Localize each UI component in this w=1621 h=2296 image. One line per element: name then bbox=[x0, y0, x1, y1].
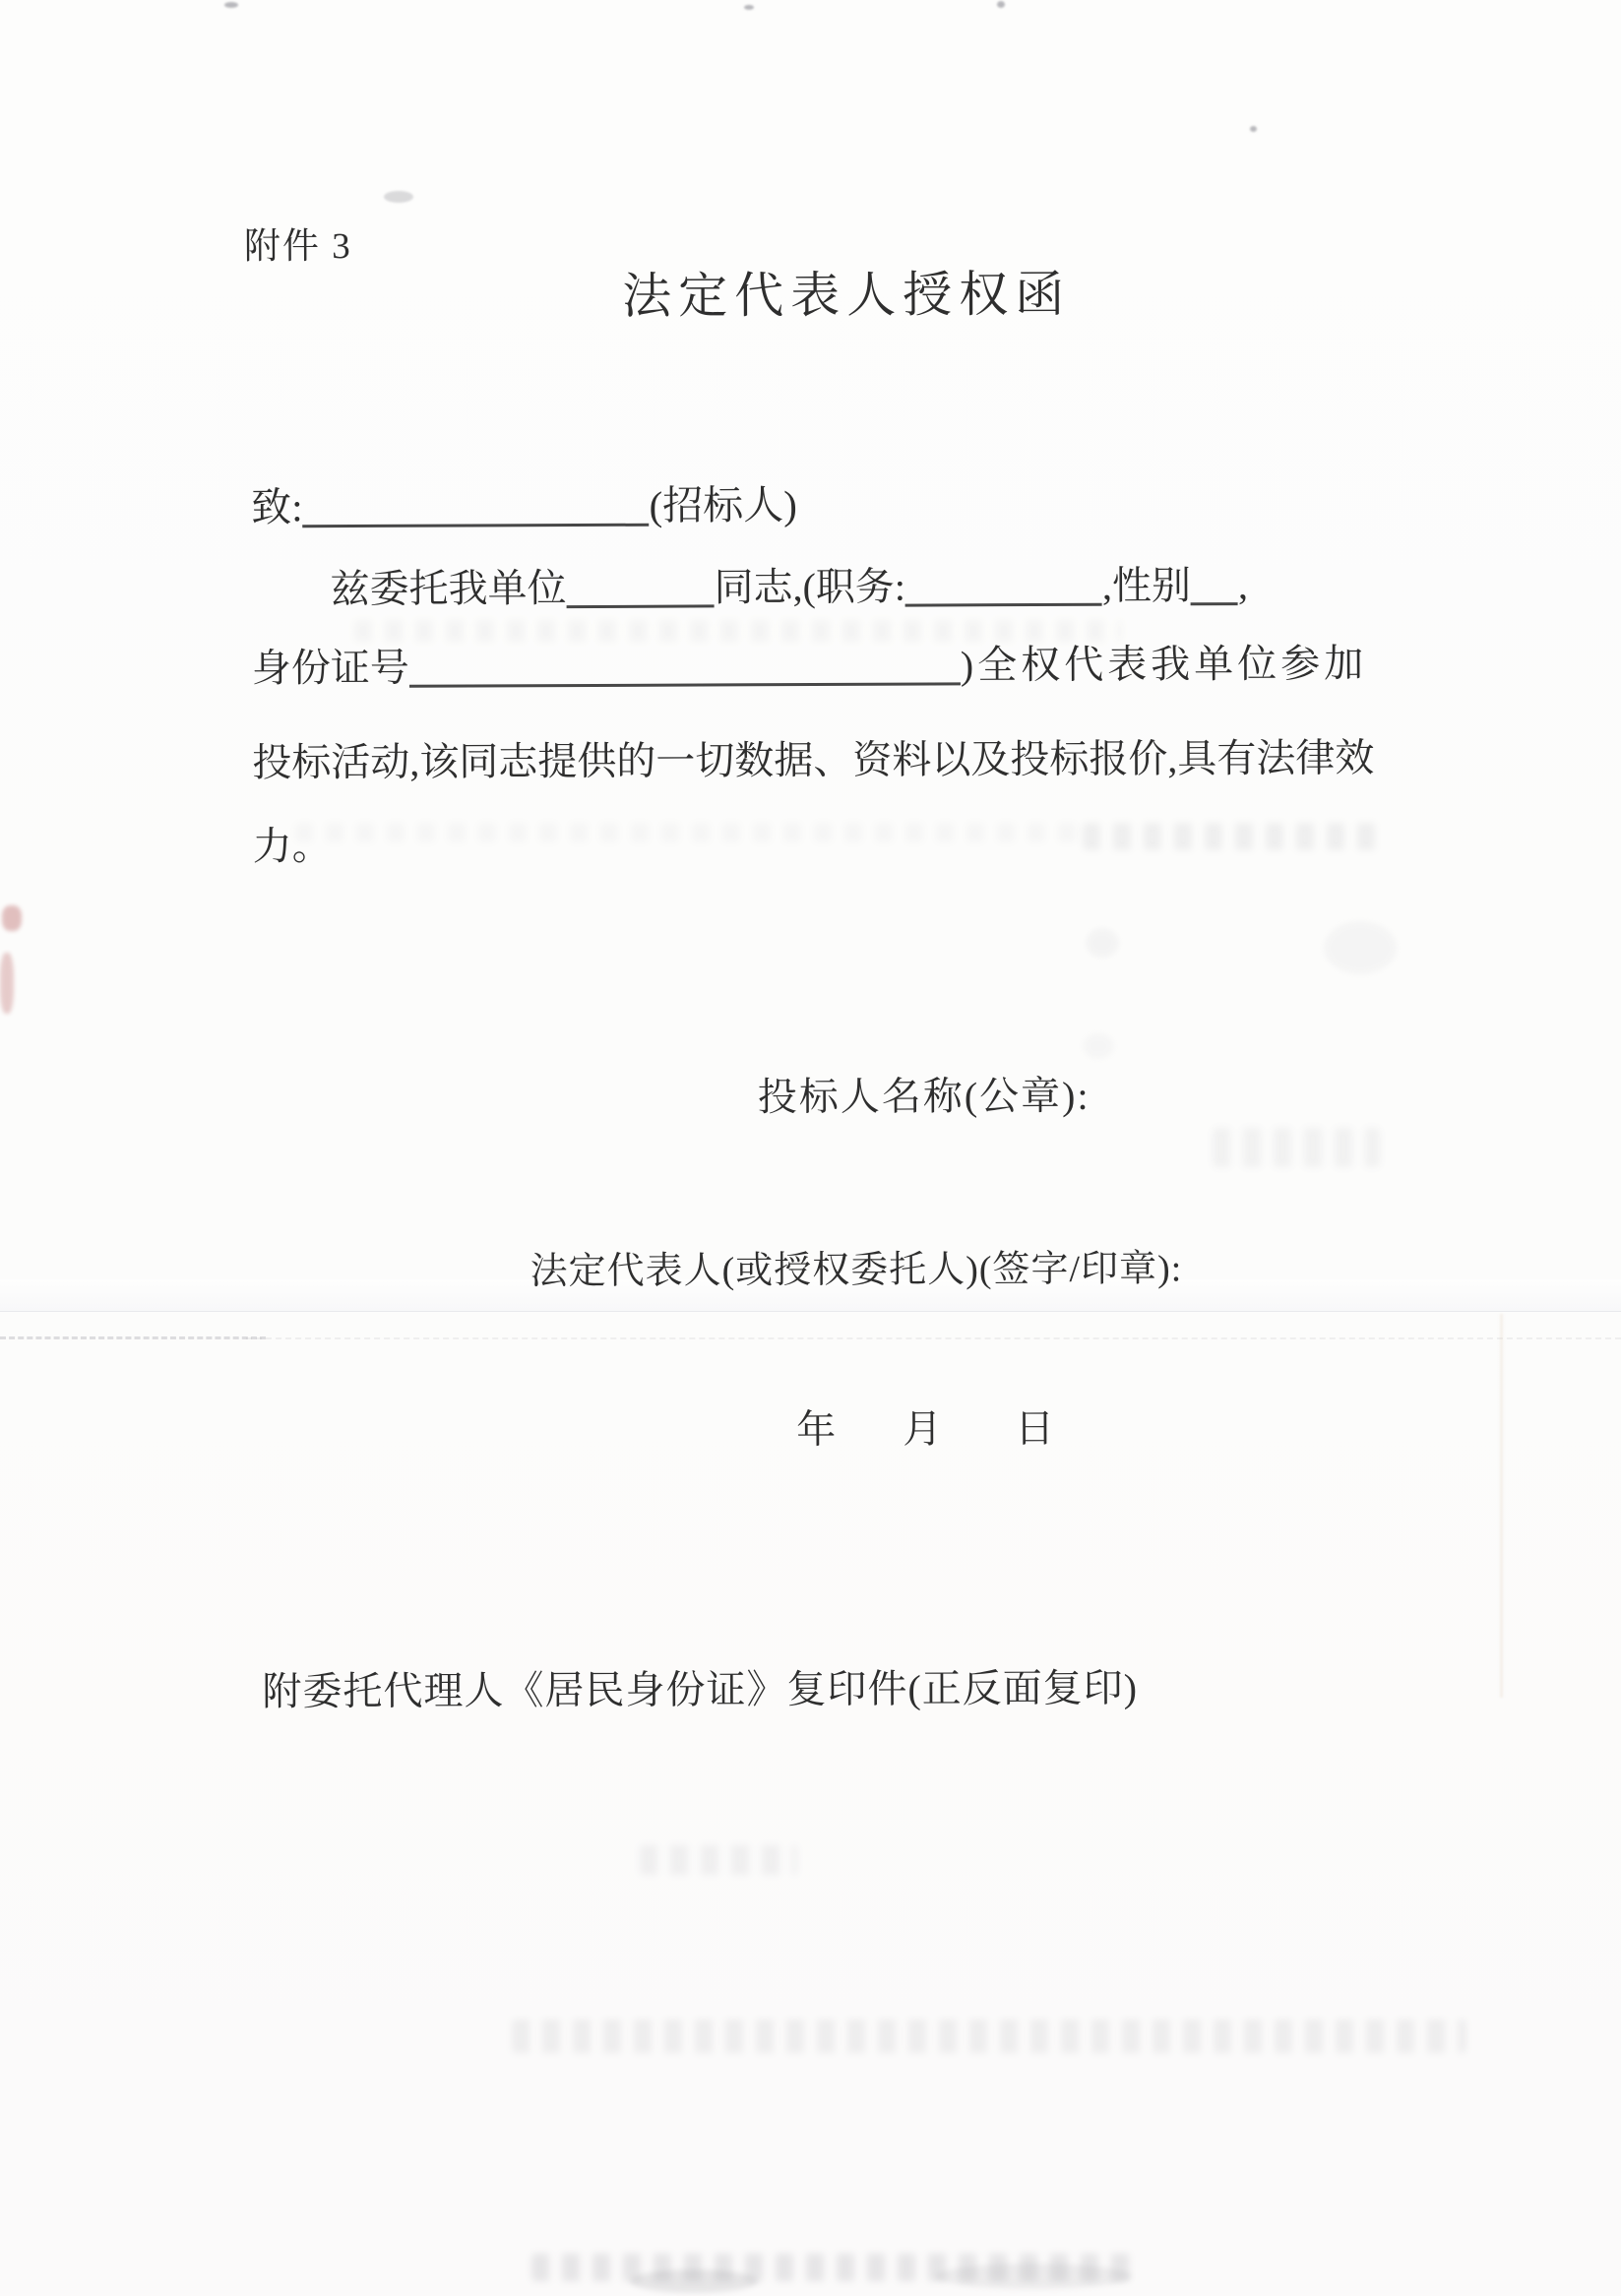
date-year-label: 年 bbox=[796, 1406, 837, 1453]
delegate-line-text-3: ,性别 bbox=[1101, 563, 1192, 608]
blank-delegate-name bbox=[566, 565, 714, 608]
footnote-line: 附委托代理人《居民身份证》复印件(正反面复印) bbox=[262, 1665, 1139, 1714]
legal-representative-label: 法定代表人(或授权委托人)(签字/印章): bbox=[530, 1248, 1183, 1293]
salutation-recipient-note: (招标人) bbox=[649, 482, 797, 528]
id-line-text-2: )全权代表我单位参加 bbox=[960, 641, 1368, 688]
delegate-line-text-2: 同志,(职务: bbox=[714, 564, 906, 610]
body-line-4: 力。 bbox=[252, 824, 332, 869]
attachment-label: 附件 3 bbox=[243, 226, 352, 268]
date-day-label: 日 bbox=[1015, 1405, 1055, 1452]
id-line-text-1: 身份证号 bbox=[251, 645, 409, 691]
blank-recipient-name bbox=[302, 483, 649, 528]
delegate-line-text-4: , bbox=[1237, 563, 1249, 608]
date-month-label: 月 bbox=[903, 1406, 943, 1452]
salutation-line bbox=[251, 482, 797, 531]
blank-gender bbox=[1191, 563, 1238, 605]
body-line-3: 投标活动,该同志提供的一切数据、资料以及投标报价,具有法律效 bbox=[252, 735, 1375, 785]
document-title: 法定代表人授权函 bbox=[622, 266, 1072, 324]
delegate-line bbox=[251, 563, 1248, 612]
date-line bbox=[796, 1406, 1054, 1453]
id-number-line bbox=[252, 642, 1368, 692]
salutation-to-label: 致: bbox=[251, 484, 303, 530]
delegate-line-text-1: 兹委托我单位 bbox=[330, 566, 567, 612]
blank-position bbox=[905, 564, 1102, 607]
bidder-name-label: 投标人名称(公章): bbox=[757, 1073, 1091, 1120]
blank-id-number bbox=[409, 643, 961, 687]
